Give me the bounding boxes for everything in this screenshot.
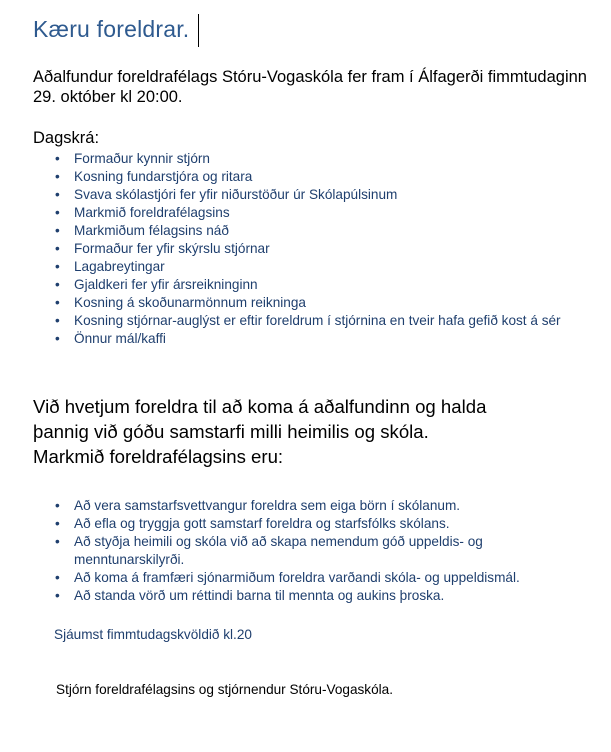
agenda-title: Dagskrá: — [33, 129, 100, 147]
agenda-item — [51, 330, 581, 348]
bullet-icon: • — [55, 169, 60, 184]
goal-item-text: Að standa vörð um réttindi barna til mennta og aukins þroska. — [74, 588, 445, 603]
agenda-item — [51, 150, 581, 168]
encouragement-line: þannig við góðu samstarfi milli heimilis og skóla. — [33, 421, 429, 442]
bullet-icon: • — [55, 295, 60, 310]
bullet-icon: • — [55, 187, 60, 202]
goals-list — [51, 497, 581, 605]
intro-paragraph: Aðalfundur foreldrafélags Stóru-Vogaskóla fer fram í Álfagerði fimmtudaginn 29. október kl 20:00. — [33, 68, 587, 106]
bullet-icon: • — [55, 534, 60, 549]
agenda-item — [51, 204, 581, 222]
signature-line: Stjórn foreldrafélagsins og stjórnendur Stóru-Vogaskóla. — [56, 682, 394, 697]
agenda-item — [51, 240, 581, 258]
bullet-icon: • — [55, 570, 60, 585]
agenda-item-text: Svava skólastjóri fer yfir niðurstöður úr Skólapúlsinum — [74, 187, 398, 202]
goal-item-text: Að vera samstarfsvettvangur foreldra sem eiga börn í skólanum. — [74, 498, 461, 513]
goal-item — [51, 569, 581, 587]
agenda-item-text: Kosning á skoðunarmönnum reikninga — [74, 295, 306, 310]
goals-heading: Markmið foreldrafélagsins eru: — [33, 446, 284, 467]
goal-item-text: Að styðja heimili og skóla við að skapa nemendum góð uppeldis- og menntunarskilyrði. — [74, 534, 483, 567]
agenda-item — [51, 222, 581, 240]
goal-item-text: Að koma á framfæri sjónarmiðum foreldra varðandi skóla- og uppeldismál. — [74, 570, 520, 585]
document-heading: Kæru foreldrar. — [33, 16, 190, 42]
agenda-list — [51, 150, 581, 348]
bullet-icon: • — [55, 313, 60, 328]
agenda-item — [51, 294, 581, 312]
agenda-item — [51, 186, 581, 204]
goal-item-text: Að efla og tryggja gott samstarf foreldra og starfsfólks skólans. — [74, 516, 450, 531]
agenda-item — [51, 258, 581, 276]
bullet-icon: • — [55, 151, 60, 166]
agenda-item — [51, 276, 581, 294]
goal-item — [51, 533, 581, 569]
bullet-icon: • — [55, 259, 60, 274]
agenda-item-text: Formaður kynnir stjórn — [74, 151, 210, 166]
bullet-icon: • — [55, 277, 60, 292]
bullet-icon: • — [55, 498, 60, 513]
agenda-item-text: Markmið foreldrafélagsins — [74, 205, 230, 220]
agenda-item-text: Formaður fer yfir skýrslu stjórnar — [74, 241, 270, 256]
agenda-item-text: Kosning stjórnar-auglýst er eftir foreldrum í stjórnina en tveir hafa gefið kost á sér — [74, 313, 561, 328]
agenda-item-text: Kosning fundarstjóra og ritara — [74, 169, 253, 184]
goal-item — [51, 515, 581, 533]
bullet-icon: • — [55, 331, 60, 346]
goal-item — [51, 587, 581, 605]
agenda-item-text: Önnur mál/kaffi — [74, 331, 166, 346]
closing-line: Sjáumst fimmtudagskvöldið kl.20 — [54, 627, 252, 642]
encouragement-paragraph — [33, 394, 593, 469]
encouragement-line: Við hvetjum foreldra til að koma á aðalfundinn og halda — [33, 396, 487, 417]
bullet-icon: • — [55, 588, 60, 603]
bullet-icon: • — [55, 241, 60, 256]
bullet-icon: • — [55, 516, 60, 531]
agenda-item-text: Lagabreytingar — [74, 259, 165, 274]
agenda-item — [51, 168, 581, 186]
text-cursor — [198, 14, 199, 47]
bullet-icon: • — [55, 223, 60, 238]
agenda-item-text: Gjaldkeri fer yfir ársreikninginn — [74, 277, 258, 292]
agenda-item-text: Markmiðum félagsins náð — [74, 223, 229, 238]
bullet-icon: • — [55, 205, 60, 220]
agenda-item — [51, 312, 581, 330]
goal-item — [51, 497, 581, 515]
